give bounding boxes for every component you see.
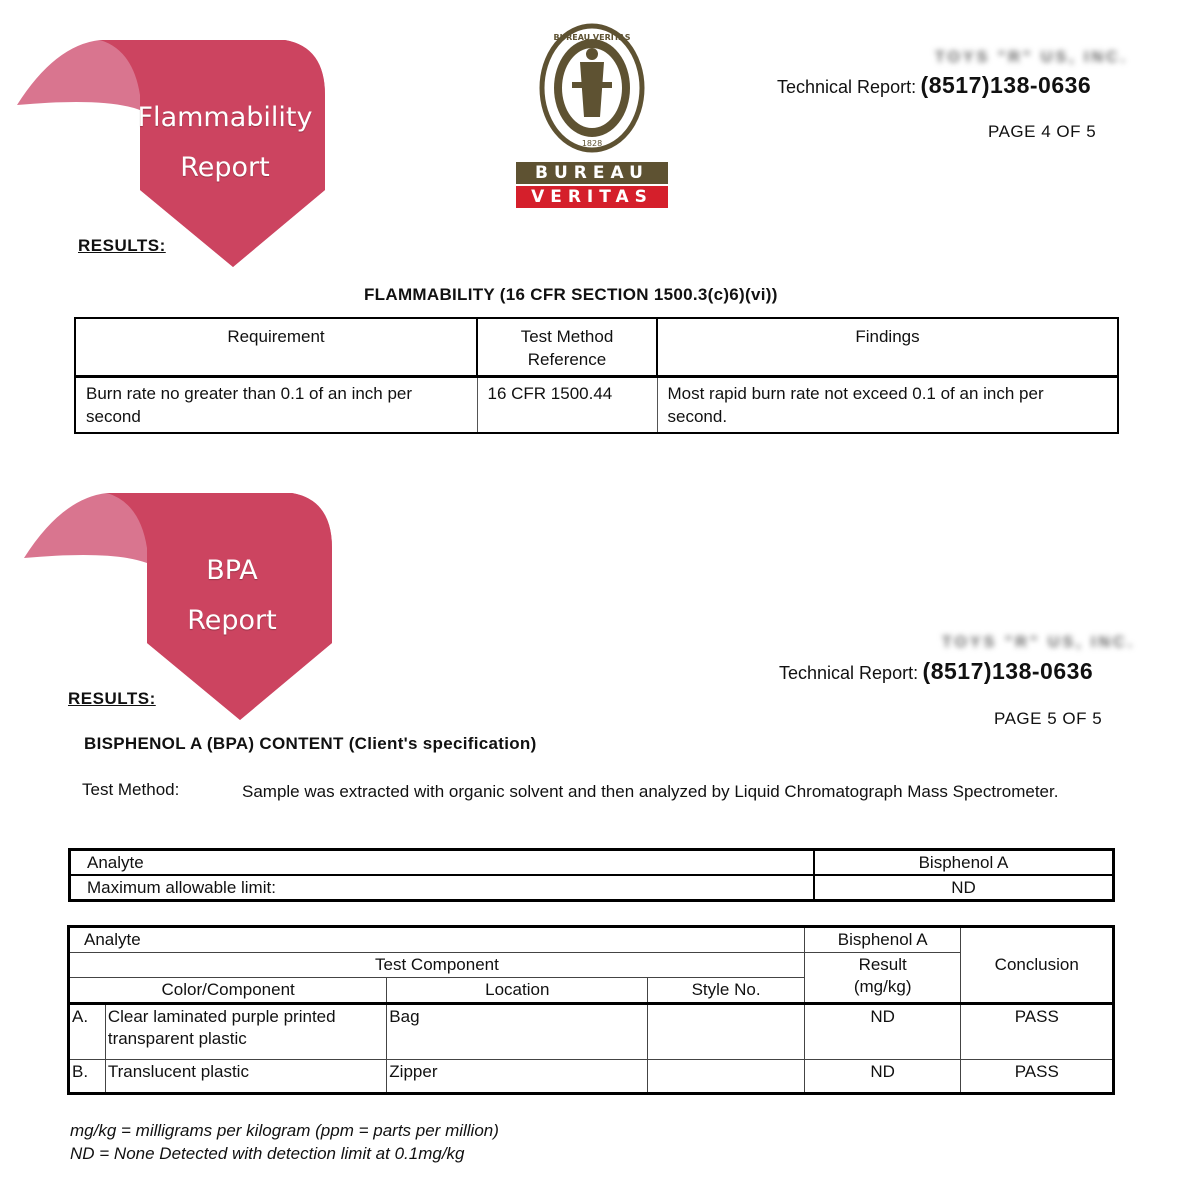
cell-location: Bag	[387, 1004, 648, 1060]
cell-conclusion: PASS	[961, 1060, 1114, 1094]
table-row	[70, 850, 1114, 876]
test-method-text: Sample was extracted with organic solvent and then analyzed by Liquid Chromatograph Mass Spectrometer.	[242, 782, 1059, 801]
cell-component: Translucent plastic	[105, 1060, 386, 1094]
header-requirement: Requirement	[75, 318, 477, 376]
cell-location: Zipper	[387, 1060, 648, 1094]
header-conclusion: Conclusion	[961, 927, 1114, 1004]
result-table	[67, 925, 1115, 1095]
company-name-blurred: TOYS "R" US, INC.	[935, 49, 1129, 66]
header-color-component: Color/Component	[69, 978, 387, 1004]
header-style-no: Style No.	[648, 978, 805, 1004]
banner-line1: Flammability	[137, 102, 313, 133]
company-name-blurred: TOYS "R" US, INC.	[942, 634, 1136, 651]
header-test-component: Test Component	[69, 953, 805, 978]
page-number: PAGE 5 OF 5	[994, 709, 1103, 728]
logo-word-veritas: VERITAS	[516, 186, 668, 208]
footnotes	[70, 1119, 499, 1165]
tech-report-label: Technical Report:	[777, 77, 917, 97]
cell-result: ND	[804, 1060, 961, 1094]
tech-report-number: (8517)138-0636	[920, 72, 1092, 98]
limit-table	[68, 848, 1115, 902]
footnote-nd: ND = None Detected with detection limit at 0.1mg/kg	[70, 1144, 465, 1163]
cell-conclusion: PASS	[961, 1004, 1114, 1060]
tech-report-number: (8517)138-0636	[922, 658, 1094, 684]
svg-text:1828: 1828	[581, 139, 603, 148]
table-row	[69, 1060, 1114, 1094]
cell-analyte-label: Analyte	[70, 850, 815, 876]
header-location: Location	[387, 978, 648, 1004]
section-title: BISPHENOL A (BPA) CONTENT (Client's specification)	[84, 734, 537, 753]
cell-limit-value: ND	[814, 875, 1114, 901]
table-row	[75, 376, 1118, 433]
cell-requirement: Burn rate no greater than 0.1 of an inch per second	[75, 376, 477, 433]
cell-id: A.	[69, 1004, 106, 1060]
flammability-table	[74, 317, 1119, 434]
section-title: FLAMMABILITY (16 CFR SECTION 1500.3(c)6)(vi))	[364, 285, 778, 304]
logo-word-bureau: BUREAU	[516, 162, 668, 184]
header-result-label: Result	[858, 955, 907, 974]
table-row	[70, 875, 1114, 901]
header-findings: Findings	[657, 318, 1118, 376]
header-bisphenol: Bisphenol A	[804, 927, 961, 953]
page-number: PAGE 4 OF 5	[988, 122, 1097, 141]
bureau-veritas-logo	[516, 22, 668, 212]
technical-report-header	[779, 658, 1093, 685]
header-test-method: Test Method Reference	[477, 318, 657, 376]
banner-line2: Report	[180, 152, 270, 183]
results-label: RESULTS:	[78, 236, 166, 255]
cell-limit-label: Maximum allowable limit:	[70, 875, 815, 901]
cell-style	[648, 1060, 805, 1094]
tech-report-label: Technical Report:	[779, 663, 919, 683]
svg-text:BUREAU VERITAS: BUREAU VERITAS	[553, 33, 631, 42]
cell-analyte-value: Bisphenol A	[814, 850, 1114, 876]
banner-line1: BPA	[206, 555, 258, 586]
test-method-label: Test Method:	[82, 780, 180, 799]
cell-style	[648, 1004, 805, 1060]
cell-test-method: 16 CFR 1500.44	[477, 376, 657, 433]
results-label: RESULTS:	[68, 689, 156, 708]
flammability-report-banner	[15, 35, 335, 275]
technical-report-header	[777, 72, 1091, 99]
banner-line2: Report	[187, 605, 277, 636]
header-analyte: Analyte	[69, 927, 805, 953]
cell-id: B.	[69, 1060, 106, 1094]
header-result-unit: (mg/kg)	[853, 977, 912, 996]
header-result	[804, 953, 961, 1004]
cell-result: ND	[804, 1004, 961, 1060]
cell-findings: Most rapid burn rate not exceed 0.1 of an inch per second.	[657, 376, 1118, 433]
table-row	[69, 1004, 1114, 1060]
footnote-units: mg/kg = milligrams per kilogram (ppm = parts per million)	[70, 1121, 499, 1140]
cell-component: Clear laminated purple printed transparent plastic	[105, 1004, 386, 1060]
